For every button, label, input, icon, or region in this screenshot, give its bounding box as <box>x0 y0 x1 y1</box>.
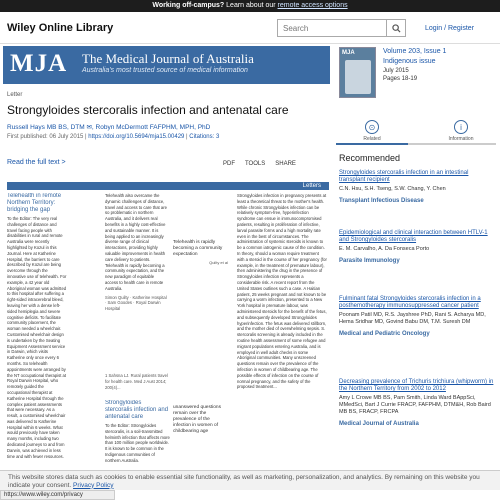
recommended-authors: C.N. Hsu, S.H. Tseng, S.W. Chang, Y. Chen <box>339 186 446 192</box>
recommended-title[interactable]: Decreasing prevalence of Trichuris trichiura (whipworm) in the Northern Territory from 2002 to 2012 <box>339 379 494 392</box>
recommended-authors: Poonam Patil MD, R.S. Jayshree PhD, Rani S. Acharya MD, Hema Sridhar MD, Govind Babu DM, T.M. Suresh DM <box>339 312 486 325</box>
letters-section-bar: Letters <box>7 182 329 190</box>
recommended-item[interactable] <box>339 296 494 338</box>
article-tools <box>223 161 296 167</box>
remote-access-link[interactable]: remote access options <box>277 2 348 9</box>
cookie-text: This website stores data such as cookies to enable essential site functionality, as well as marketing, personalization, and analytics. By remaining on this website you indicate your consent. <box>8 474 480 489</box>
recommended-journal: Medical Journal of Australia <box>339 421 419 427</box>
letter-body: To the Editor: Strongyloides stercoralis, is a soil-transmitted helminth infection that affects more than 100 million people worldwide. It is known to be common in the Indigenous communities of northern Australia. <box>105 423 170 463</box>
doi-link[interactable]: https://doi.org/10.5694/mja15.00429 <box>88 134 185 140</box>
active-tab-indicator <box>336 143 408 145</box>
search-icon <box>392 24 401 33</box>
letter-body: To the Editor: The very real challenges of distance and travel facing people with disabilities in rural and remote Australia were recently highlighted by Kozul in this Journal. Here at Katherine Hospital, the barriers to care described by Kozul are being overcome through the innovative use of telehealth. For example, a 42 year old Aboriginal woman was admitted to this hospital after suffering a right-sided intracerebral bleed, leaving her with a dense left-sided hemiplegia and severe cognitive deficits. To facilitate community placement, the woman needed a wheelchair. Customised wheelchair design is undertaken by the Seating Equipment Assessment service in Darwin, which visits Katherine only once every 6 months. So telehealth appointments were arranged by the NT occupational therapist at Royal Darwin Hospital, who remotely guided the occupational therapist at Katherine Hospital through the complex patient assessments that were necessary. As a result, a customised wheelchair was delivered to Katherine Hospital within 6 weeks. What would previously have taken many months, including two dedicated journeys to and from Darwin, was achieved in less time and with fewer resources. <box>7 216 67 459</box>
citations-link[interactable]: Citations: 3 <box>189 134 220 140</box>
pdf-button[interactable]: PDF <box>223 161 235 167</box>
letter-signatures: Simon Quilty · Katherine Hospital · Sam Goodes · Royal Darwin Hospital <box>105 294 167 312</box>
issue-cover-image[interactable] <box>339 47 376 98</box>
pull-quote <box>173 405 228 435</box>
reference-list <box>105 373 170 398</box>
first-published-date: 06 July 2015 <box>49 134 84 140</box>
recommended-title[interactable]: Fulminant fatal Strongyloides stercoralis infection in a posthemotherapy immunosuppressed cancer patient <box>339 296 481 309</box>
search-button[interactable] <box>387 19 406 37</box>
volume-link[interactable]: Volume 203, Issue 1 <box>383 48 447 55</box>
letter-column-2 <box>105 193 167 363</box>
letter-heading: Telehealth in remote Northern Territory: bridging the gap <box>7 193 62 213</box>
recommended-authors: E. M. Carvalho, A. Da Fonseca Porto <box>339 246 430 252</box>
first-published-label: First published: <box>7 134 50 140</box>
letter-column-3 <box>237 193 327 468</box>
letter-column-2b <box>105 400 170 468</box>
recommended-authors: Amy L Crowe MB BS, Pam Smith, Linda Ward BAppSci, MMedSci, Bart J Currie FRACP, FAFPHM, DTM&H, Rob Baird MB BS, FRACP, FRCPA <box>339 395 491 415</box>
article-authors[interactable]: Russell Hays MB BS, DTM ✉, Robyn McDermott FAFPHM, MPH, PhD <box>7 124 211 131</box>
recommended-item[interactable] <box>339 230 494 265</box>
article-title: Strongyloides stercoralis infection and antenatal care <box>7 103 289 117</box>
wiley-logo[interactable]: Wiley Online Library <box>7 22 114 34</box>
search-input[interactable]: Search <box>277 19 387 37</box>
right-rail-tabs <box>336 117 496 143</box>
rail-tab-indicator <box>336 143 496 145</box>
privacy-policy-link[interactable]: Privacy Policy <box>73 481 114 489</box>
issue-name-link[interactable]: Indigenous issue <box>383 58 436 65</box>
letter-heading: Strongyloides stercoralis infection and antenatal care <box>105 400 169 420</box>
related-tab[interactable] <box>360 117 384 142</box>
cover-artwork <box>345 60 371 94</box>
article-meta: First published: 06 July 2015 | https://doi.org/10.5694/mja15.00429 | Citations: 3 <box>7 134 220 140</box>
status-bar-url: https://www.wiley.com/privacy <box>0 490 115 500</box>
journal-title: The Medical Journal of Australia <box>82 51 254 66</box>
information-icon: i <box>454 120 468 134</box>
recommended-journal: Parasite Immunology <box>339 258 400 264</box>
offcampus-topbar <box>0 0 500 12</box>
reference-item: 1 Sahsna LJ. Rural patients travel for health care. Med J Aust 2014; 200(4)... <box>105 373 168 390</box>
pull-quote-citation: Quilty et al <box>209 260 228 265</box>
tools-button[interactable]: TOOLS <box>245 161 266 167</box>
recommended-item[interactable] <box>339 170 494 205</box>
related-icon: ⊙ <box>365 120 379 134</box>
pull-quote-text: Telehealth is rapidly becoming a community expectation <box>173 240 223 257</box>
cookie-banner <box>0 470 500 490</box>
recommended-item[interactable] <box>339 379 494 428</box>
share-button[interactable]: SHARE <box>275 161 296 167</box>
cover-label: MJA <box>342 50 355 56</box>
recommended-title[interactable]: Strongyloides stercoralis infection in an intestinal transplant recipient <box>339 170 469 183</box>
recommended-title[interactable]: Epidemiological and clinical interaction between HTLV-1 and Strongyloides stercoralis <box>339 230 488 243</box>
mja-logo: MJA <box>10 50 68 77</box>
recommended-heading: Recommended <box>339 153 401 163</box>
topbar-text: Learn about our <box>224 2 278 9</box>
pull-quote-text: unanswered questions remain over the prevalence of the infection in women of childbearing age <box>173 405 222 434</box>
site-header <box>0 12 500 44</box>
letter-body: Telehealth also overcame the dynamic challenges of distance, travel and access to care that are so problematic in northern Australia, and it delivers real benefits in a highly cost-effective and sustainable manner. It is being applied to an increasingly diverse range of clinical interactions, providing highly valuable improvements in health care delivery to patients. Telehealth is rapidly becoming a community expectation, and the new paradigm of equitable access to health care in remote Australia. <box>105 193 167 291</box>
issue-date: July 2015 <box>383 68 409 74</box>
recommended-journal: Transplant Infectious Disease <box>339 198 424 204</box>
information-tab-label: Information <box>448 136 474 142</box>
pull-quote <box>173 240 228 266</box>
related-tab-label: Related <box>363 136 381 142</box>
journal-banner[interactable] <box>3 46 330 84</box>
login-register-link[interactable]: Login / Register <box>425 25 475 32</box>
issue-pages: Pages 18-19 <box>383 76 418 82</box>
read-full-text-link[interactable]: Read the full text > <box>7 159 66 166</box>
topbar-bold-text: Working off-campus? <box>152 2 225 9</box>
recommended-journal: Medical and Pediatric Oncology <box>339 331 430 337</box>
letter-column-1 <box>7 193 67 468</box>
information-tab[interactable] <box>446 117 476 142</box>
letter-body: Strongyloides infection in pregnancy presents at least a theoretical threat to the mother's health. While chronic Strongyloides infection can be relatively symptom-free, hyperinfection syndrome can ensue in immunocompromised patients, resulting in proliferation of infective, larval parasite forms and a high mortality rate even in the best of circumstances. The administration of systemic steroids is known to be a common iatrogenic cause of the condition. In theory, should a woman require treatment with a steroid in the course of her pregnancy (for example, in the treatment of premature labour), then administering the drug in the presence of Strongyloides infection represents a considerable risk. A recent report from the United States outlines such a case. A Haitian patient, 25 weeks pregnant and not known to be carrying a worm infection, presented to a New York hospital in premature labour, was administered steroids for the benefit of the fetus, and subsequently developed Strongyloides hyperinfection. The fetus was delivered stillborn, and the mother died of overwhelming sepsis. S. stercoralis screening is already included in the routine health assessment of some refugee and migrant populations entering Australia, and is employed in well adult checks in some Aboriginal communities. Many unscreened questions remain over the prevalence of the infection in women of childbearing age. The possible effects of infection on the course of normal pregnancy, and the safety of the proposed treatment... <box>237 193 327 390</box>
article-type-label: Letter <box>7 92 23 98</box>
journal-subtitle: Australia's most trusted source of medical information <box>82 67 248 74</box>
